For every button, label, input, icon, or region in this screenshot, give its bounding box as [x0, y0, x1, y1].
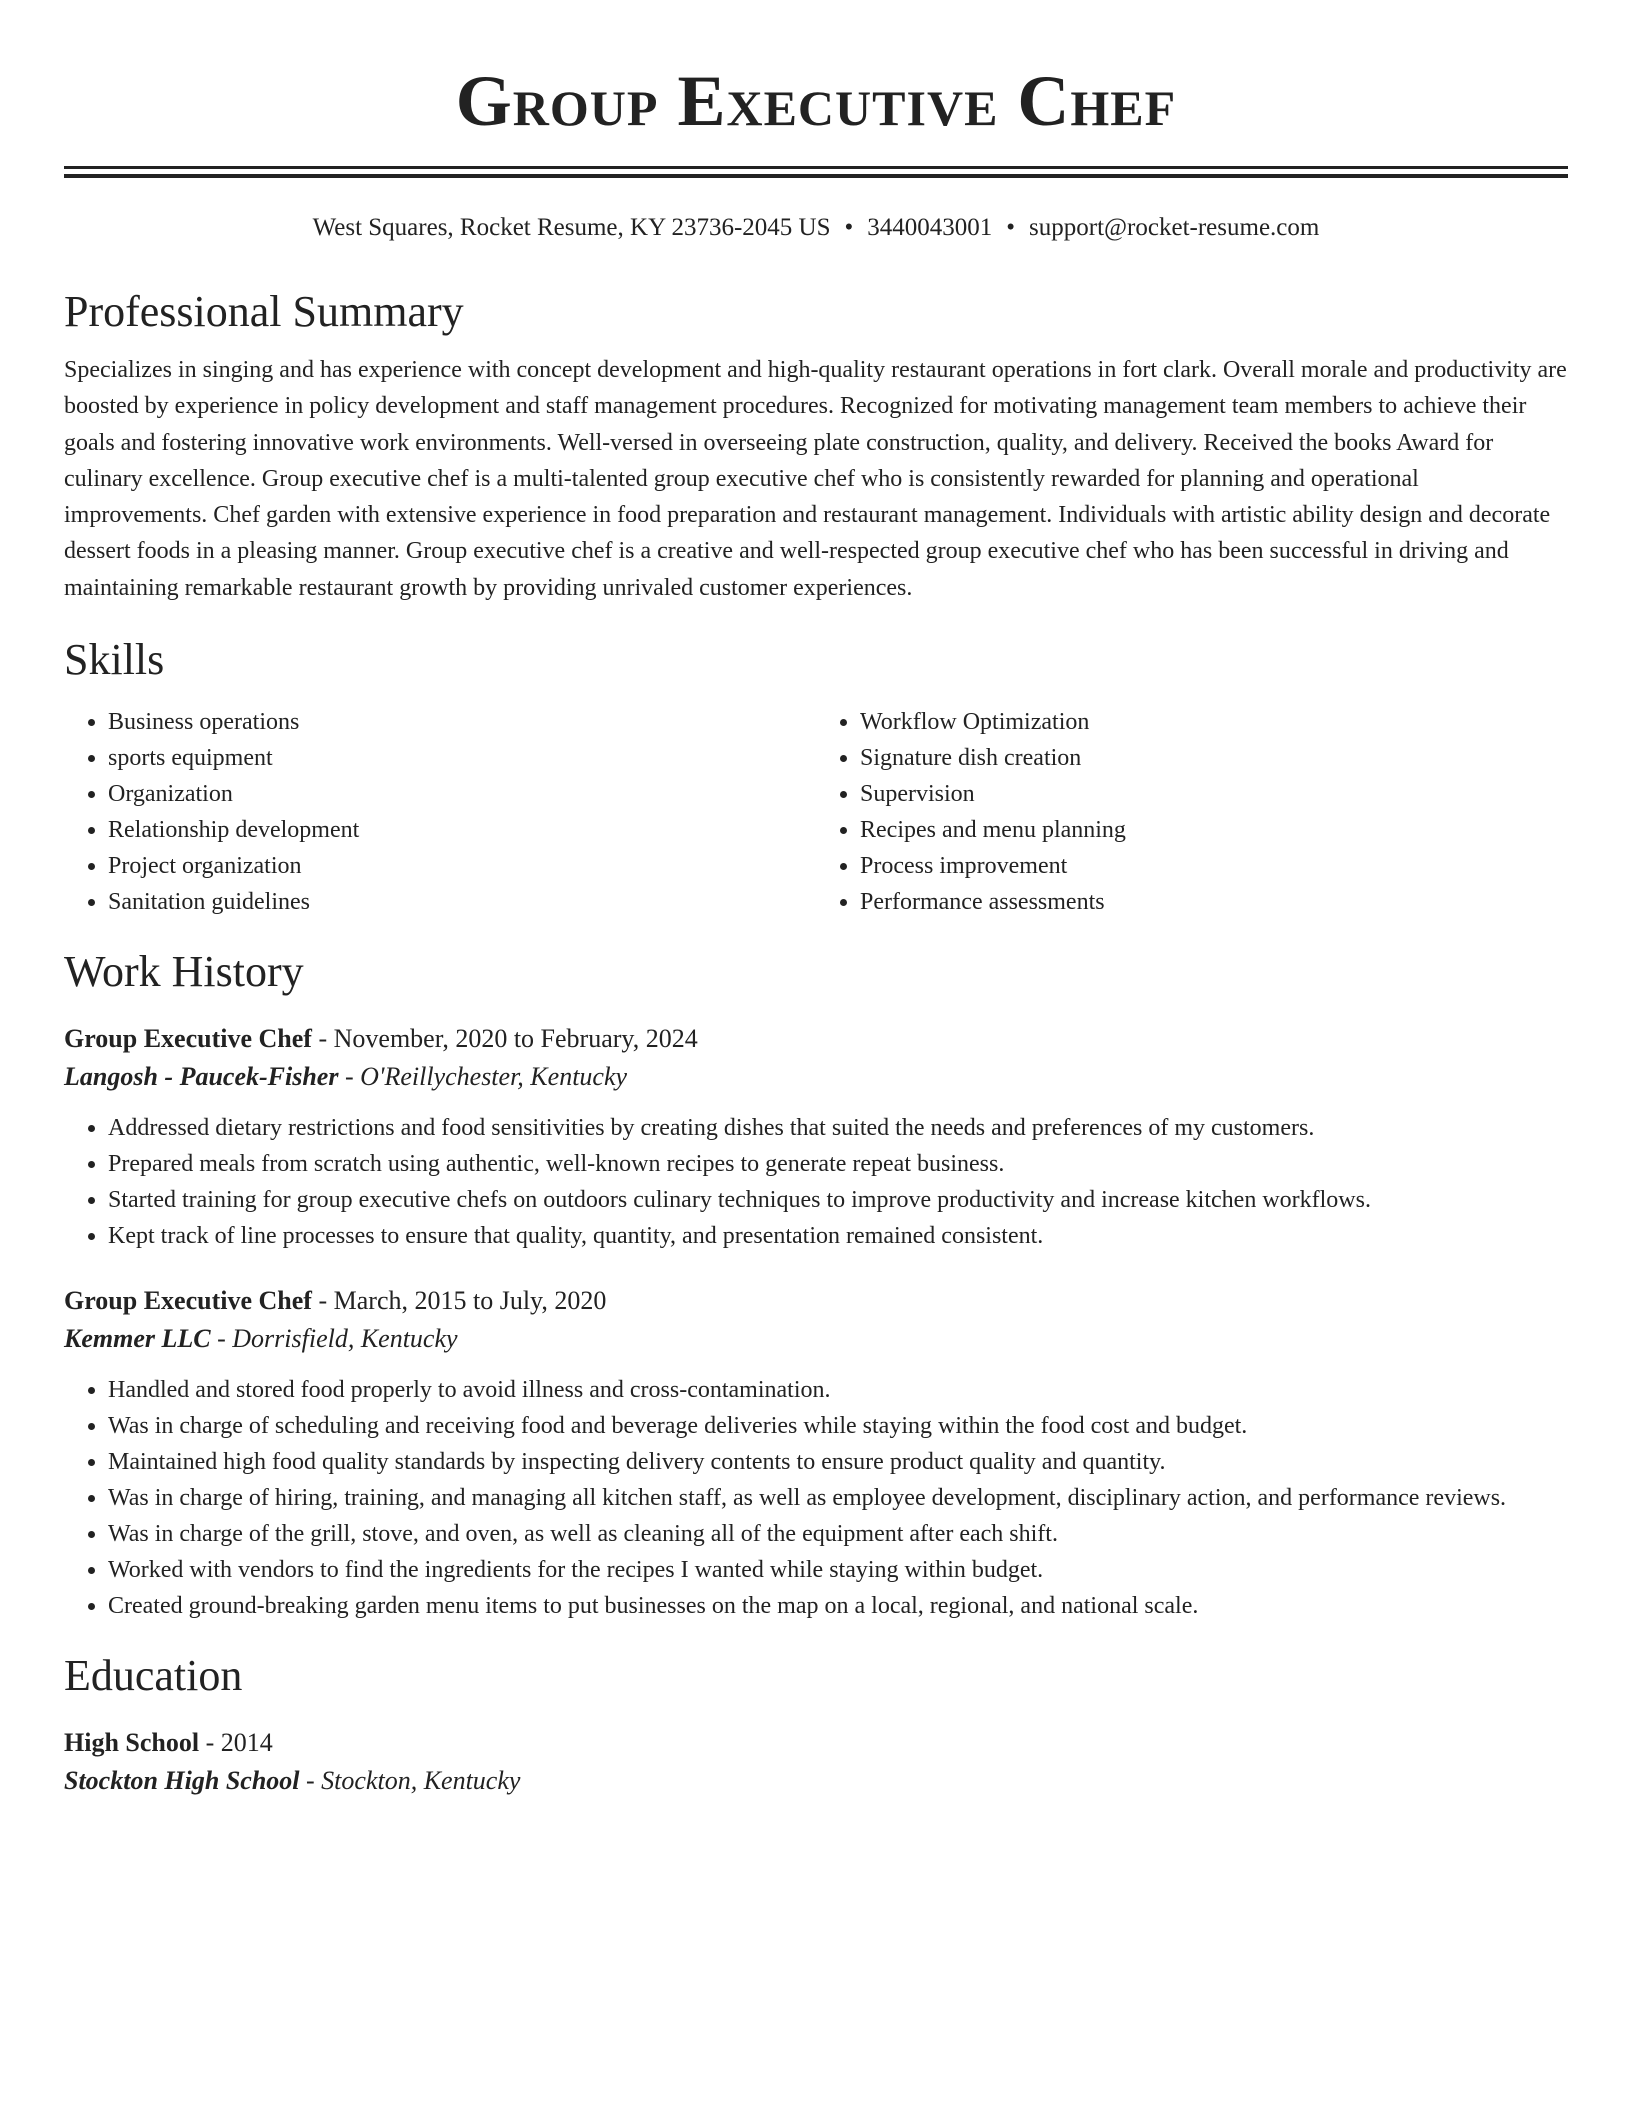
job-company: Kemmer LLC — [64, 1324, 211, 1354]
resume-title: Group Executive Chef — [455, 61, 1177, 141]
education-header — [64, 1724, 1568, 1762]
job-location: Dorrisfield, Kentucky — [232, 1324, 458, 1354]
education-entry — [64, 1724, 1568, 1800]
job-bullet: • Created ground-breaking garden menu items to put businesses on the map on a local, regional, and national scale. — [108, 1588, 1568, 1624]
skills-list-right — [816, 704, 1568, 920]
job-company: Langosh - Paucek-Fisher — [64, 1062, 339, 1092]
education-degree: High School — [64, 1728, 200, 1758]
education-location: Stockton, Kentucky — [321, 1766, 521, 1796]
section-heading-skills: Skills — [64, 635, 165, 685]
job-company-line — [64, 1058, 1568, 1096]
contact-separator: • — [844, 214, 854, 241]
section-heading-summary: Professional Summary — [64, 287, 464, 336]
job-entry — [64, 1020, 1568, 1254]
skill-item: • Sanitation guidelines — [108, 884, 816, 920]
education-year: 2014 — [220, 1728, 273, 1758]
job-bullet: • Kept track of line processes to ensure that quality, quantity, and presentation remained consistent. — [108, 1218, 1568, 1254]
job-bullet: • Started training for group executive chefs on outdoors culinary techniques to improve productivity and increase kitchen workflows. — [108, 1182, 1568, 1218]
skill-item: • sports equipment — [108, 740, 816, 776]
skills-section — [64, 634, 1568, 920]
contact-line — [64, 212, 1568, 244]
skills-columns — [64, 704, 1568, 920]
professional-summary-section — [64, 286, 1568, 606]
job-bullet: • Maintained high food quality standards by inspecting delivery contents to ensure product quality and quantity. — [108, 1444, 1568, 1480]
skill-item: • Organization — [108, 776, 816, 812]
section-heading-education: Education — [64, 1651, 243, 1701]
summary-text: Specializes in singing and has experience with concept development and high-quality restaurant operations in fort clark. Overall morale and productivity are boosted by experience in policy development and staff management procedures. Recognized for motivating management team members to achieve their goals and fostering innovative work environments. Well-versed in overseeing plate construction, quality, and delivery. Received the books Award for culinary excellence. Group executive chef is a multi-talented group executive chef who is consistently rewarded for planning and operational improvements. Chef garden with extensive experience in food preparation and restaurant management. Individuals with artistic ability design and decorate dessert foods in a pleasing manner. Group executive chef is a creative and well-respected group executive chef who has been successful in driving and maintaining remarkable restaurant growth by providing unrivaled customer experiences. — [64, 357, 1567, 601]
title-divider — [64, 166, 1568, 178]
skill-item: • Workflow Optimization — [860, 704, 1568, 740]
job-bullet: • Was in charge of scheduling and receiving food and beverage deliveries while staying within the food cost and budget. — [108, 1408, 1568, 1444]
job-entry — [64, 1282, 1568, 1624]
job-title: Group Executive Chef — [64, 1024, 312, 1054]
job-dates: March, 2015 to July, 2020 — [333, 1286, 607, 1316]
job-bullets — [64, 1110, 1568, 1254]
section-heading-work: Work History — [64, 947, 304, 997]
job-bullet: • Worked with vendors to find the ingredients for the recipes I wanted while staying within budget. — [108, 1552, 1568, 1588]
job-title: Group Executive Chef — [64, 1286, 312, 1316]
job-dates: November, 2020 to February, 2024 — [333, 1024, 698, 1054]
education-school: Stockton High School — [64, 1766, 300, 1796]
skill-item: • Performance assessments — [860, 884, 1568, 920]
skill-item: • Signature dish creation — [860, 740, 1568, 776]
job-bullet: • Handled and stored food properly to avoid illness and cross-contamination. — [108, 1372, 1568, 1408]
skill-item: • Relationship development — [108, 812, 816, 848]
job-dash: - — [338, 1062, 361, 1092]
skill-item: • Project organization — [108, 848, 816, 884]
education-school-line — [64, 1762, 1568, 1800]
job-location: O'Reillychester, Kentucky — [360, 1062, 628, 1092]
work-history-section — [64, 946, 1568, 1624]
job-dash: - — [311, 1286, 334, 1316]
job-bullet: • Was in charge of the grill, stove, and oven, as well as cleaning all of the equipment after each shift. — [108, 1516, 1568, 1552]
job-bullet: • Was in charge of hiring, training, and managing all kitchen staff, as well as employee development, disciplinary action, and performance reviews. — [108, 1480, 1568, 1516]
education-dash: - — [299, 1766, 322, 1796]
education-section — [64, 1650, 1568, 1800]
job-company-line — [64, 1320, 1568, 1358]
job-bullets — [64, 1372, 1568, 1624]
job-dash: - — [311, 1024, 334, 1054]
job-header — [64, 1020, 1568, 1058]
skill-item: • Process improvement — [860, 848, 1568, 884]
job-bullet: • Prepared meals from scratch using authentic, well-known recipes to generate repeat business. — [108, 1146, 1568, 1182]
job-dash: - — [210, 1324, 233, 1354]
contact-separator: • — [1006, 214, 1016, 241]
contact-phone: 3440043001 — [867, 214, 993, 241]
contact-email: support@rocket-resume.com — [1029, 214, 1320, 241]
skills-list-left — [64, 704, 816, 920]
education-dash: - — [199, 1728, 221, 1758]
skill-item: • Business operations — [108, 704, 816, 740]
skill-item: • Supervision — [860, 776, 1568, 812]
job-header — [64, 1282, 1568, 1320]
skill-item: • Recipes and menu planning — [860, 812, 1568, 848]
contact-address: West Squares, Rocket Resume, KY 23736-2045 US — [312, 214, 831, 241]
job-bullet: • Addressed dietary restrictions and food sensitivities by creating dishes that suited the needs and preferences of my customers. — [108, 1110, 1568, 1146]
